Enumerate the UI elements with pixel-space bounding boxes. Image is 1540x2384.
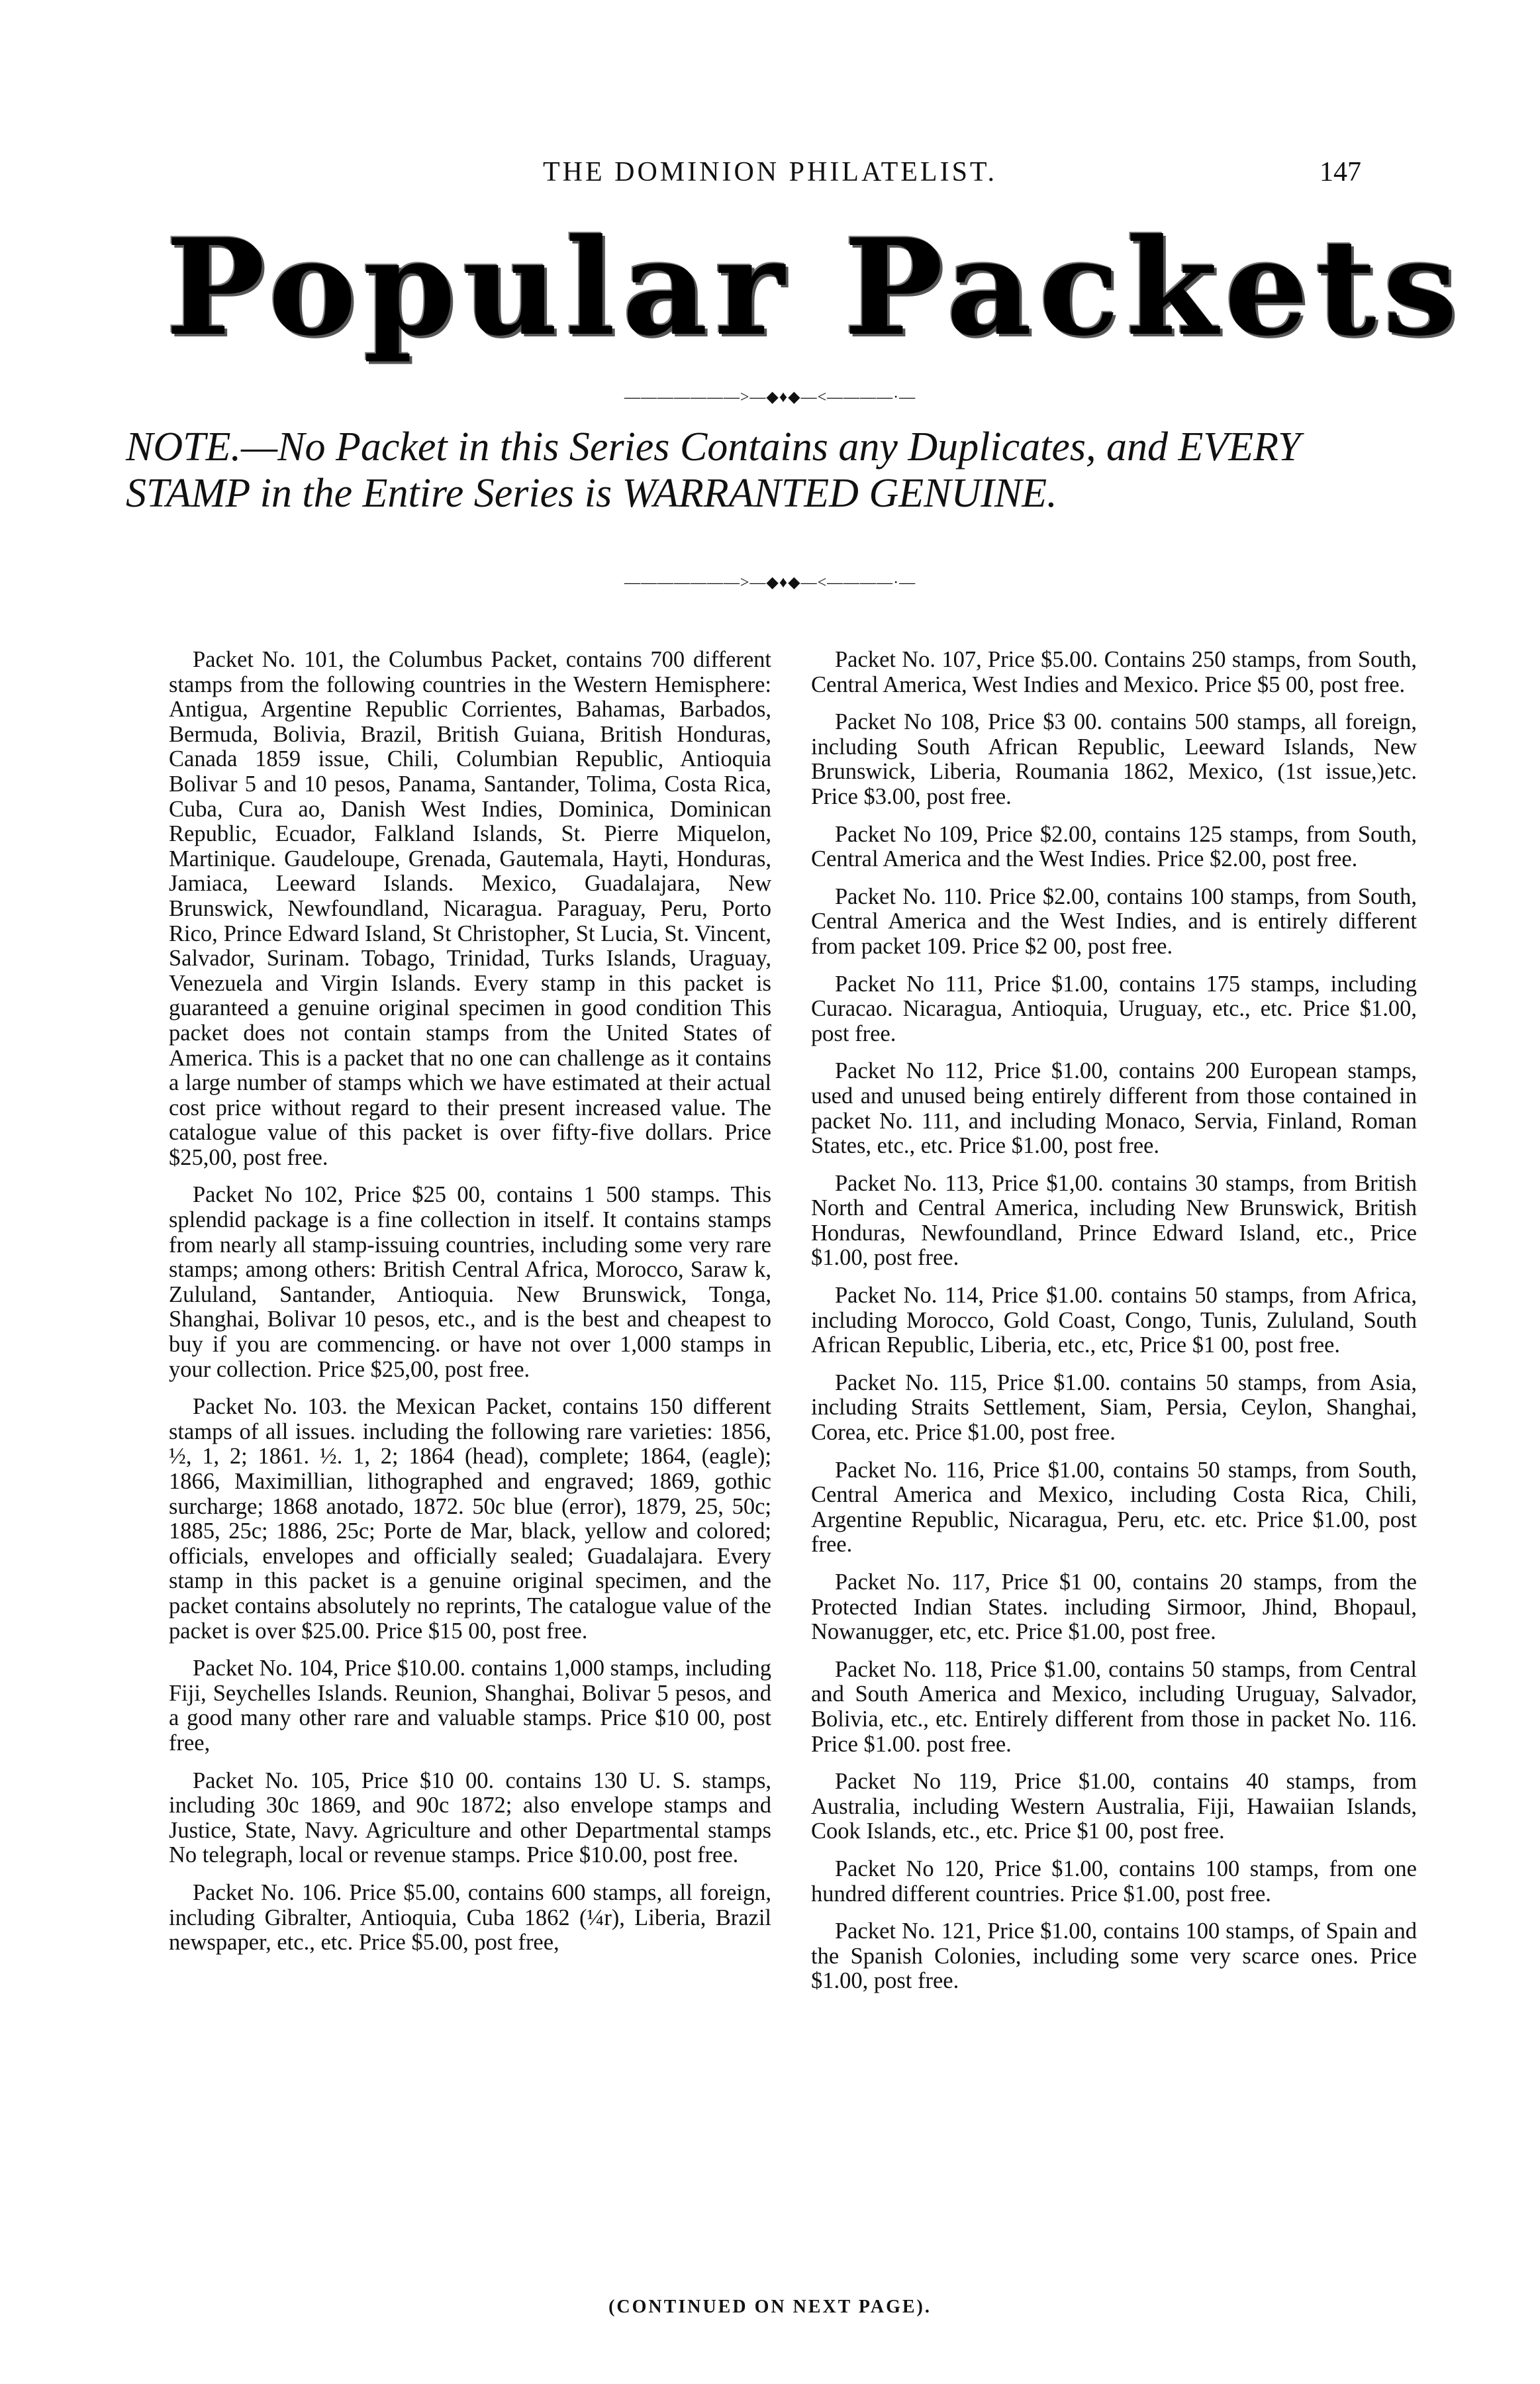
packet-entry-119: Packet No 119, Price $1.00, contains 40 stamps, from Australia, including Western Australia, Fiji, Hawaiian Islands, Cook Islands, etc., etc. Price $1 00, post free. bbox=[811, 1769, 1417, 1844]
packet-entry-103: Packet No. 103. the Mexican Packet, contains 150 different stamps of all issues. including the following rare varieties: 1856, ½, 1, 2; 1861. ½. 1, 2; 1864 (head), complete; 1864, (eagle); 1866, Maximillian, lithographed and engraved; 1869, gothic surcharge; 1868 anotado, 1872. 50c blue (error), 1879, 25, 50c; 1885, 25c; 1886, 25c; Porte de Mar, black, yellow and colored; officials, envelopes and officially sealed; Guadalajara. Every stamp in this packet is a genuine original specimen, and the packet contains absolutely no reprints, The catalogue value of the packet is over $25.00. Price $15 00, post free. bbox=[169, 1394, 771, 1644]
right-column bbox=[811, 648, 1417, 2283]
continued-note: (CONTINUED ON NEXT PAGE). bbox=[608, 2297, 932, 2317]
packet-entry-110: Packet No. 110. Price $2.00, contains 100 stamps, from South, Central America and the West Indies, and is entirely different from packet 109. Price $2 00, post free. bbox=[811, 883, 1417, 959]
packet-entry-114: Packet No. 114, Price $1.00. contains 50 stamps, from Africa, including Morocco, Gold Coast, Congo, Tunis, Zululand, South African Republic, Liberia, etc., etc, Price $1 00, post free. bbox=[811, 1283, 1417, 1358]
packet-entry-107: Packet No. 107, Price $5.00. Contains 250 stamps, from South, Central America, West Indies and Mexico. Price $5 00, post free. bbox=[811, 647, 1417, 697]
packet-entry-108: Packet No 108, Price $3 00. contains 500 stamps, all foreign, including South African Republic, Leeward Islands, New Brunswick, Liberia, Roumania 1862, Mexico, (1st issue,)etc. Price $3.00, post free. bbox=[811, 709, 1417, 809]
packet-entry-109: Packet No 109, Price $2.00, contains 125 stamps, from South, Central America and the West Indies. Price $2.00, post free. bbox=[811, 821, 1417, 872]
left-column bbox=[169, 648, 771, 2283]
packet-entry-118: Packet No. 118, Price $1.00, contains 50 stamps, from Central and South America and Mexico, including Uruguay, Salvador, Bolivia, etc., etc. Entirely different from those in packet No. 116. Price $1.00. post free. bbox=[811, 1656, 1417, 1757]
ornament-rule-top: ———————>—◆♦◆—<————·— bbox=[624, 389, 916, 406]
packet-entry-116: Packet No. 116, Price $1.00, contains 50 stamps, from South, Central America and Mexico, including Costa Rica, Chili, Argentine Republic, Nicaragua, Peru, etc. etc. Price $1.00, post free. bbox=[811, 1457, 1417, 1558]
guarantee-note: NOTE.—No Packet in this Series Contains any Duplicates, and EVERY STAMP in the Entire Series is WARRANTED GENUINE. bbox=[126, 424, 1301, 516]
running-head bbox=[0, 156, 1540, 196]
packet-entry-111: Packet No 111, Price $1.00, contains 175 stamps, including Curacao. Nicaragua, Antioquia, Uruguay, etc., etc. Price $1.00, post free. bbox=[811, 971, 1417, 1046]
packet-entry-102: Packet No 102, Price $25 00, contains 1 500 stamps. This splendid package is a fine collection in itself. It contains stamps from nearly all stamp-issuing countries, including some very rare stamps; among others: British Central Africa, Morocco, Saraw k, Zululand, Santander, Antioquia. New Brunswick, Tonga, Shanghai, Bolivar 10 pesos, etc., and is the best and cheapest to buy if you are commencing. or have not over 1,000 stamps in your collection. Price $25,00, post free. bbox=[169, 1182, 771, 1382]
packet-entry-106: Packet No. 106. Price $5.00, contains 600 stamps, all foreign, including Gibralter, Antioquia, Cuba 1862 (¼r), Liberia, Brazil newspaper, etc., etc. Price $5.00, post free, bbox=[169, 1879, 771, 1956]
packet-entry-112: Packet No 112, Price $1.00, contains 200 European stamps, used and unused being entirely different from those contained in packet No. 111, and including Monaco, Servia, Finland, Roman States, etc., etc. Price $1.00, post free. bbox=[811, 1058, 1417, 1159]
masthead-title: Popular Packets bbox=[166, 210, 1465, 366]
packet-entry-101: Packet No. 101, the Columbus Packet, contains 700 different stamps from the following countries in the Western Hemisphere: Antigua, Argentine Republic Corrientes, Bahamas, Barbados, Bermuda, Bolivia, Brazil, British Guiana, British Honduras, Canada 1859 issue, Chili, Columbian Republic, Antioquia Bolivar 5 and 10 pesos, Panama, Santander, Tolima, Costa Rica, Cuba, Cura ao, Danish West Indies, Dominica, Dominican Republic, Ecuador, Falkland Islands, St. Pierre Miquelon, Martinique. Gaudeloupe, Grenada, Gautemala, Hayti, Honduras, Jamiaca, Leeward Islands. Mexico, Guadalajara, New Brunswick, Newfoundland, Nicaragua. Paraguay, Peru, Porto Rico, Prince Edward Island, St Christopher, St Lucia, St. Vincent, Salvador, Surinam. Tobago, Trinidad, Turks Islands, Uraguay, Venezuela and Virgin Islands. Every stamp in this packet is guaranteed a genuine original specimen in good condition This packet does not contain stamps from the United States of America. This is a packet that no one can challenge as it contains a large number of stamps which we have estimated at their actual cost price without regard to their present increased value. The catalogue value of this packet is over fifty-five dollars. Price $25,00, post free. bbox=[169, 647, 771, 1170]
packet-entry-120: Packet No 120, Price $1.00, contains 100 stamps, from one hundred different countries. Price $1.00, post free. bbox=[811, 1856, 1417, 1907]
page-number: 147 bbox=[1320, 157, 1361, 187]
ornament-rule-bottom: ———————>—◆♦◆—<————·— bbox=[624, 574, 916, 591]
packet-entry-121: Packet No. 121, Price $1.00, contains 100 stamps, of Spain and the Spanish Colonies, including some very scarce ones. Price $1.00, post free. bbox=[811, 1918, 1417, 1994]
packet-entry-105: Packet No. 105, Price $10 00. contains 130 U. S. stamps, including 30c 1869, and 90c 1872; also envelope stamps and Justice, State, Navy. Agriculture and other Departmental stamps No telegraph, local or revenue stamps. Price $10.00, post free. bbox=[169, 1767, 771, 1868]
packet-entry-117: Packet No. 117, Price $1 00, contains 20 stamps, from the Protected Indian States. including Sirmoor, Jhind, Bhopaul, Nowanugger, etc, etc. Price $1.00, post free. bbox=[811, 1569, 1417, 1645]
packet-entry-104: Packet No. 104, Price $10.00. contains 1,000 stamps, including Fiji, Seychelles Islands. Reunion, Shanghai, Bolivar 5 pesos, and a good many other rare and valuable stamps. Price $10 00, post free, bbox=[169, 1656, 771, 1756]
packet-entry-113: Packet No. 113, Price $1,00. contains 30 stamps, from British North and Central America, including New Brunswick, British Honduras, Newfoundland, Prince Edward Island, etc., Price $1.00, post free. bbox=[811, 1170, 1417, 1271]
journal-title: THE DOMINION PHILATELIST. bbox=[543, 157, 997, 187]
packet-entry-115: Packet No. 115, Price $1.00. contains 50 stamps, from Asia, including Straits Settlement, Siam, Persia, Ceylon, Shanghai, Corea, etc. Price $1.00, post free. bbox=[811, 1369, 1417, 1446]
